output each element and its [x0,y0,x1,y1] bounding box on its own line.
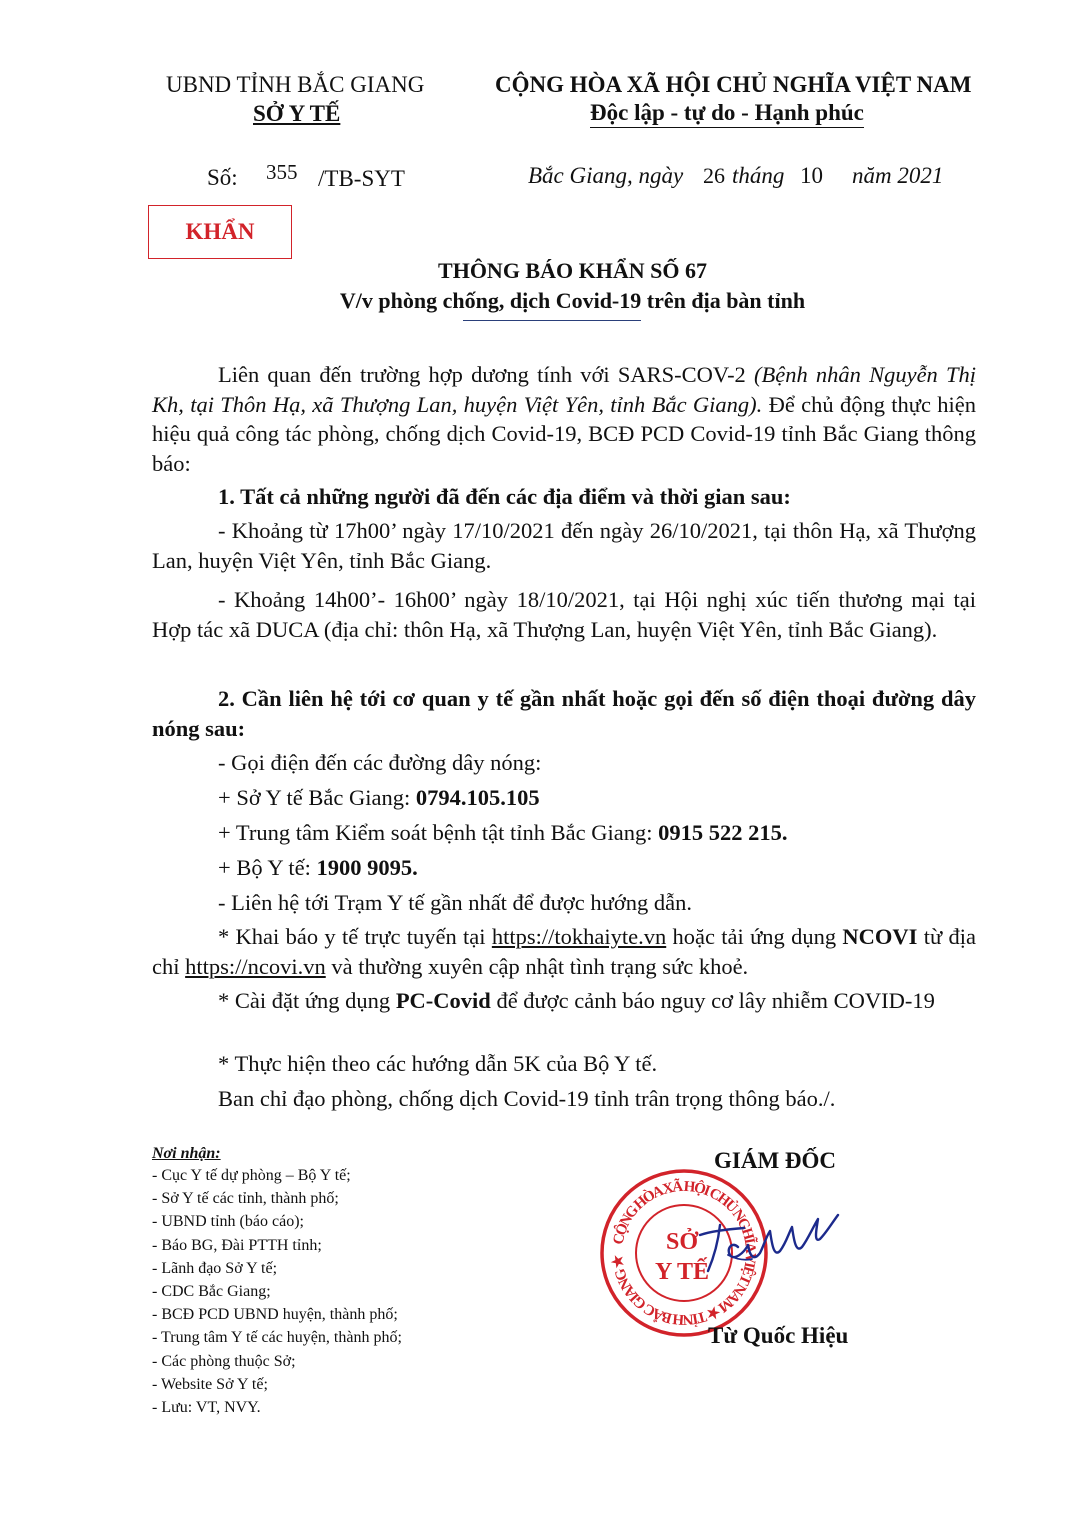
recipient-item: - Các phòng thuộc Sở; [152,1352,296,1370]
national-motto: Độc lập - tự do - Hạnh phúc [590,100,864,128]
urgent-stamp-box [148,205,292,259]
install-app-instruction: * Cài đặt ứng dụng PC-Covid để được cảnh báo nguy cơ lây nhiễm COVID-19 [218,988,935,1013]
recipient-item: - Lưu: VT, NVY. [152,1399,261,1417]
ncovi-link[interactable]: https://ncovi.vn [185,953,326,979]
seal-center-line-2: Y TẾ [654,1259,710,1285]
signer-position: GIÁM ĐỐC [714,1148,837,1173]
recipient-item: - Sở Y tế các tỉnh, thành phố; [152,1190,339,1208]
hotline-2-phone: 0915 522 215. [658,820,788,845]
hotline-intro: - Gọi điện đến các đường dây nóng: [218,750,542,775]
issuing-authority: UBND TỈNH BẮC GIANG [166,72,425,97]
section-1-item-2: - Khoảng 14h00’- 16h00’ ngày 18/10/2021, tại Hội nghị xúc tiến thương mại tại Hợp tác xã DUCA (địa chỉ: thôn Hạ, xã Thượng Lan, huyện Việt Yên, tỉnh Bắc Giang). [152,587,976,642]
seal-ring-text: CỘNG HÒA XÃ HỘI CHỦ NGHĨA VIỆT NAM ★ TỈNH BẮC GIANG ★ [609,1178,759,1328]
closing-statement: Ban chỉ đạo phòng, chống dịch Covid-19 tỉnh trân trọng thông báo./. [218,1086,836,1111]
notice-title: THÔNG BÁO KHẨN SỐ 67 [438,258,707,283]
doc-number: 355 [266,160,298,184]
urgent-stamp-text: KHẨN [185,219,255,244]
hotline-2: + Trung tâm Kiểm soát bệnh tật tỉnh Bắc Giang: 0915 522 215. [218,820,788,845]
recipient-item: - UBND tỉnh (báo cáo); [152,1213,304,1231]
issuing-department: SỞ Y TẾ [253,101,341,126]
tokhaiyte-link[interactable]: https://tokhaiyte.vn [491,924,667,949]
ncovi-app-name: NCOVI [842,924,918,949]
pc-covid-app-name: PC-Covid [395,988,491,1013]
date-day: 26 [703,163,725,188]
section-2-heading: 2. Cần liên hệ tới cơ quan y tế gần nhất hoặc gọi đến số điện thoại đường dây nóng sau: [152,686,976,741]
hotline-3: + Bộ Y tế: 1900 9095. [218,855,418,880]
contact-instruction: - Liên hệ tới Trạm Y tế gần nhất để được hướng dẫn. [218,890,692,915]
doc-number-suffix: /TB-SYT [318,166,405,191]
signer-name: Từ Quốc Hiệu [708,1323,849,1348]
handwritten-signature [692,1195,842,1285]
section-1-item-1: - Khoảng từ 17h00’ ngày 17/10/2021 đến ngày 26/10/2021, tại thôn Hạ, xã Thượng Lan, huyện Việt Yên, tỉnh Bắc Giang. [152,518,976,573]
recipient-item: - Báo BG, Đài PTTH tỉnh; [152,1236,322,1254]
date-year: năm 2021 [852,163,944,188]
recipients-title: Nơi nhận: [152,1145,221,1162]
recipient-item: - BCĐ PCD UBND huyện, thành phố; [152,1306,398,1324]
recipient-item: - CDC Bắc Giang; [152,1283,271,1301]
date-month-label: tháng [732,163,785,188]
title-divider [463,320,641,321]
hotline-1: + Sở Y tế Bắc Giang: 0794.105.105 [218,785,540,810]
5k-instruction: * Thực hiện theo các hướng dẫn 5K của Bộ Y tế. [218,1051,658,1076]
recipients-list [152,1164,402,1419]
hotline-3-phone: 1900 9095. [316,855,418,880]
seal-center-line-1: SỞ [665,1229,699,1255]
recipient-item: - Website Sở Y tế; [152,1375,268,1393]
health-declaration: * Khai báo y tế trực tuyến tại https://tokhaiyte.vn hoặc tải ứng dụng NCOVI từ địa chỉ https://ncovi.vn và thường xuyên cập nhật tình trạng sức khoẻ. [152,924,976,979]
recipient-item: - Trung tâm Y tế các huyện, thành phố; [152,1329,402,1347]
notice-subtitle: V/v phòng chống, dịch Covid-19 trên địa bàn tỉnh [339,288,806,313]
doc-number-label: Số: [207,165,238,190]
date-month: 10 [800,163,823,188]
recipient-item: - Cục Y tế dự phòng – Bộ Y tế; [152,1167,351,1184]
national-title: CỘNG HÒA XÃ HỘI CHỦ NGHĨA VIỆT NAM [495,72,972,97]
recipient-item: - Lãnh đạo Sở Y tế; [152,1259,278,1277]
section-1-heading: 1. Tất cả những người đã đến các địa điểm và thời gian sau: [218,484,791,509]
intro-paragraph: Liên quan đến trường hợp dương tính với SARS-COV-2 (Bệnh nhân Nguyễn Thị Kh, tại Thôn Hạ, xã Thượng Lan, huyện Việt Yên, tỉnh Bắc Giang). Để chủ động thực hiện hiệu quả công tác phòng, chống dịch Covid-19, BCĐ PCD Covid-19 tỉnh Bắc Giang thông báo: [152,362,976,476]
hotline-1-phone: 0794.105.105 [415,785,540,810]
date-place: Bắc Giang, ngày [528,163,684,188]
